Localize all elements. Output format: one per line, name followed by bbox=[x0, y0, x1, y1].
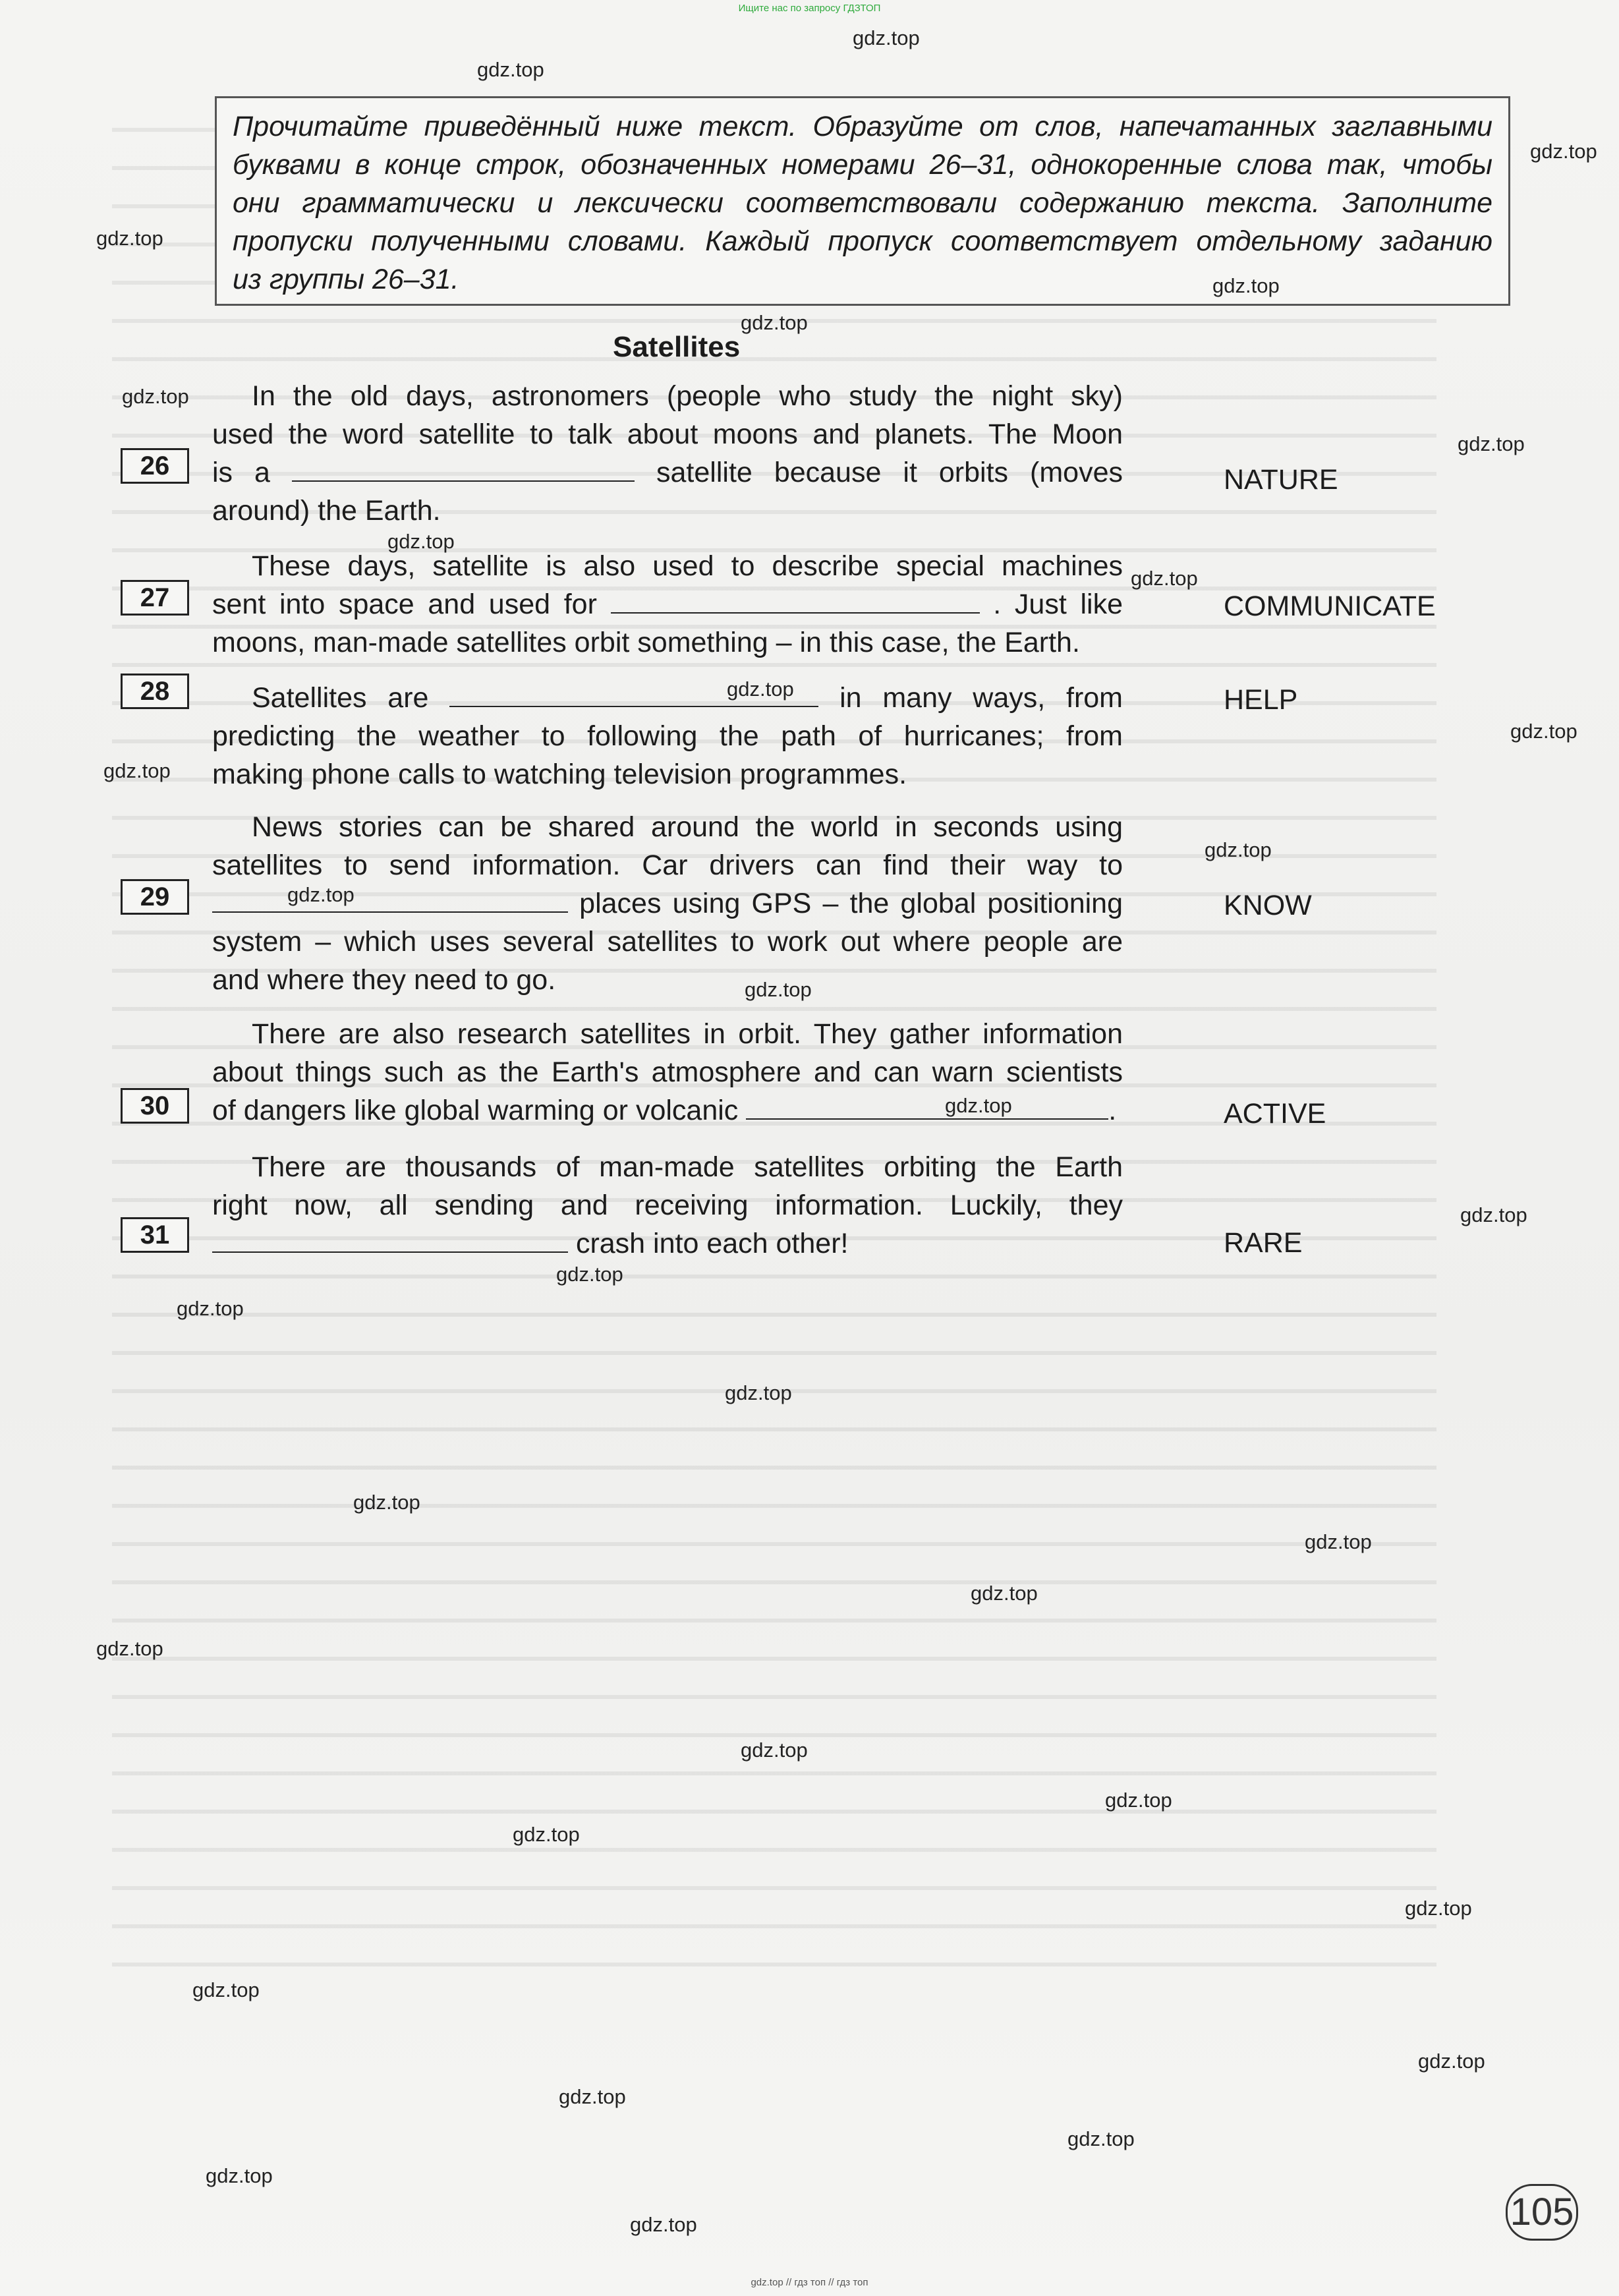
watermark: gdz.top bbox=[853, 26, 920, 49]
watermark: gdz.top bbox=[1205, 838, 1272, 861]
text-fragment: in many ways, from bbox=[839, 682, 1123, 714]
watermark: gdz.top bbox=[96, 1637, 163, 1660]
instructions-box bbox=[215, 96, 1510, 306]
watermark: gdz.top bbox=[477, 58, 544, 81]
text-line: about things such as the Earth's atmosphere and can warn scientists bbox=[212, 1056, 1123, 1088]
text-fragment: sent into space and used for bbox=[212, 588, 597, 620]
text-line: used the word satellite to talk about moons and planets. The Moon bbox=[212, 418, 1123, 450]
text-line: There are thousands of man-made satellites orbiting the Earth bbox=[252, 1151, 1123, 1183]
text-line: around) the Earth. bbox=[212, 495, 441, 527]
watermark: gdz.top bbox=[741, 1738, 808, 1762]
watermark: gdz.top bbox=[1405, 1897, 1472, 1920]
watermark: gdz.top bbox=[287, 883, 355, 906]
watermark: gdz.top bbox=[1510, 720, 1577, 743]
text-fragment: of dangers like global warming or volcanic bbox=[212, 1095, 739, 1126]
text-line-with-gap bbox=[212, 453, 1123, 492]
text-line: and where they need to go. bbox=[212, 964, 556, 996]
text-line-with-gap bbox=[212, 1224, 1123, 1263]
text-line: These days, satellite is also used to describe special machines bbox=[252, 550, 1123, 582]
answer-gap-26[interactable] bbox=[292, 455, 635, 482]
watermark: gdz.top bbox=[192, 1978, 260, 2001]
keyword-27: COMMUNICATE bbox=[1224, 590, 1436, 622]
watermark: gdz.top bbox=[206, 2164, 273, 2187]
watermark: gdz.top bbox=[741, 311, 808, 334]
watermark: gdz.top bbox=[971, 1582, 1038, 1605]
watermark: gdz.top bbox=[559, 2085, 626, 2108]
watermark: gdz.top bbox=[353, 1491, 420, 1514]
paragraph-6 bbox=[212, 1148, 1123, 1263]
text-line: News stories can be shared around the world in seconds using bbox=[252, 811, 1123, 843]
keyword-31: RARE bbox=[1224, 1227, 1303, 1259]
task-number-26: 26 bbox=[121, 448, 189, 484]
text-fragment: places using GPS – the global positioning bbox=[579, 888, 1123, 919]
bottom-note: gdz.top // гдз топ // гдз топ bbox=[751, 2277, 868, 2288]
paragraph-2 bbox=[212, 547, 1123, 662]
keyword-30: ACTIVE bbox=[1224, 1098, 1326, 1130]
instructions-line: Прочитайте приведённый ниже текст. Образуйте от слов, напечатанных заглавными bbox=[233, 111, 1492, 142]
text-line: right now, all sending and receiving information. Luckily, they bbox=[212, 1190, 1123, 1221]
task-number-30: 30 bbox=[121, 1088, 189, 1124]
instructions-line: из группы 26–31. bbox=[233, 264, 459, 295]
text-line: satellites to send information. Car drivers can find their way to bbox=[212, 849, 1123, 881]
answer-gap-29[interactable] bbox=[212, 886, 568, 913]
text-fragment: Satellites are bbox=[252, 682, 429, 714]
watermark: gdz.top bbox=[96, 227, 163, 250]
text-fragment: crash into each other! bbox=[575, 1228, 849, 1259]
instructions-line: они грамматически и лексически соответствовали содержанию текста. Заполните bbox=[233, 187, 1492, 219]
text-line: moons, man-made satellites orbit something – in this case, the Earth. bbox=[212, 627, 1080, 658]
page-number: 105 bbox=[1506, 2184, 1578, 2241]
keyword-29: KNOW bbox=[1224, 890, 1312, 921]
instructions-line: буквами в конце строк, обозначенных номерами 26–31, однокоренные слова так, чтобы bbox=[233, 149, 1492, 181]
text-title: Satellites bbox=[613, 331, 741, 363]
text-fragment: . Just like bbox=[993, 588, 1123, 620]
text-line: predicting the weather to following the path of hurricanes; from bbox=[212, 720, 1123, 752]
watermark: gdz.top bbox=[725, 1381, 792, 1404]
task-number-31: 31 bbox=[121, 1217, 189, 1253]
watermark: gdz.top bbox=[1418, 2050, 1485, 2073]
watermark: gdz.top bbox=[1460, 1203, 1527, 1226]
top-note: Ищите нас по запросу ГДЗТОП bbox=[738, 3, 881, 14]
watermark: gdz.top bbox=[1212, 274, 1280, 297]
watermark: gdz.top bbox=[727, 677, 794, 701]
paragraph-3 bbox=[212, 679, 1123, 793]
answer-gap-30[interactable] bbox=[746, 1093, 1108, 1120]
instructions-line: пропуски полученными словами. Каждый пропуск соответствует отдельному заданию bbox=[233, 225, 1492, 257]
watermark: gdz.top bbox=[1305, 1530, 1372, 1553]
text-fragment: satellite because it orbits (moves bbox=[656, 457, 1123, 488]
keyword-26: NATURE bbox=[1224, 464, 1338, 496]
text-line-with-gap bbox=[212, 679, 1123, 717]
text-fragment: is a bbox=[212, 457, 270, 488]
watermark: gdz.top bbox=[945, 1094, 1012, 1117]
text-line: There are also research satellites in orbit. They gather information bbox=[252, 1018, 1123, 1050]
watermark: gdz.top bbox=[1067, 2127, 1135, 2150]
text-line: In the old days, astronomers (people who study the night sky) bbox=[252, 380, 1123, 412]
text-line: making phone calls to watching television programmes. bbox=[212, 759, 907, 790]
text-line-with-gap bbox=[212, 585, 1123, 623]
watermark: gdz.top bbox=[122, 385, 189, 408]
watermark: gdz.top bbox=[745, 978, 812, 1001]
keyword-28: HELP bbox=[1224, 684, 1298, 716]
watermark: gdz.top bbox=[387, 530, 455, 553]
watermark: gdz.top bbox=[630, 2213, 697, 2236]
paragraph-1 bbox=[212, 377, 1123, 530]
text-fragment: . bbox=[1108, 1095, 1117, 1126]
watermark: gdz.top bbox=[1530, 140, 1597, 163]
watermark: gdz.top bbox=[1458, 432, 1525, 455]
text-line: system – which uses several satellites to work out where people are bbox=[212, 926, 1123, 958]
watermark: gdz.top bbox=[177, 1297, 244, 1320]
watermark: gdz.top bbox=[1105, 1789, 1172, 1812]
answer-gap-27[interactable] bbox=[611, 587, 980, 614]
watermark: gdz.top bbox=[556, 1263, 623, 1286]
task-number-28: 28 bbox=[121, 674, 189, 709]
answer-gap-31[interactable] bbox=[212, 1226, 568, 1253]
watermark: gdz.top bbox=[513, 1823, 580, 1846]
task-number-29: 29 bbox=[121, 879, 189, 915]
watermark: gdz.top bbox=[1131, 567, 1198, 590]
watermark: gdz.top bbox=[103, 759, 171, 782]
task-number-27: 27 bbox=[121, 580, 189, 616]
